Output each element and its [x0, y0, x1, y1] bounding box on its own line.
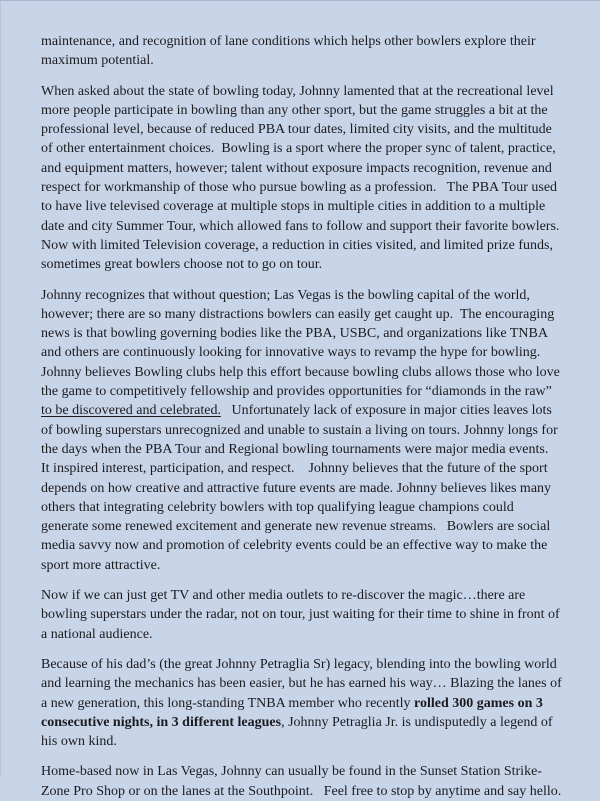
paragraph-6 — [41, 762, 563, 801]
underlined-phrase: to be discovered and celebrated. — [41, 403, 221, 419]
bold-phrase: rolled 300 games on 3 consecutive nights, in 3 different leagues — [41, 695, 547, 730]
text-run: Because of his dad’s (the great Johnny Petraglia Sr) legacy, blending into the bowling world and learning the mechanics has been easier, but he has earned his way… Blazing the lanes of a new generation, this long-standing TNBA member who recently — [41, 656, 566, 711]
paragraph-2 — [41, 82, 570, 275]
paragraph-1 — [41, 32, 563, 71]
document-page — [1, 1, 600, 799]
text-run: maintenance, and recognition of lane conditions which helps other bowlers explore their maximum potential. — [41, 34, 540, 69]
text-run: Johnny recognizes that without question; Las Vegas is the bowling capital of the world, however; there are so many distractions bowlers can easily get caught up. The encouraging news is that bowling governing bodies like the PBA, USBC, and organizations like TNBA and others are continuously looking for innovative ways to revamp the hype for bowling. Johnny believes Bowling clubs help this effort because bowling clubs allows those who love the game to competitively fellowship and provides opportunities for “diamonds in the raw” — [41, 287, 564, 400]
text-run: When asked about the state of bowling today, Johnny lamented that at the recreational level more people participate in bowling than any other sport, but the game struggles a bit at the professional level, because of reduced PBA tour dates, limited city visits, and the multitude of other entertainment choices. Bowling is a sport where the proper sync of talent, practice, and equipment matters, however; talent without exposure impacts recognition, revenue and respect for workmanship of those who pursue bowling as a profession. The PBA Tour used to have live televised coverage at multiple stops in multiple cities in addition to a multiple date and city Summer Tour, which allowed fans to follow and support their favorite bowlers. Now with limited Television coverage, a reduction in cities visited, and limited prize funds, sometimes great bowlers choose not to go on tour. — [41, 83, 570, 273]
text-run: Home-based now in Las Vegas, Johnny can usually be found in the Sunset Station Strike-Zone Pro Shop or on the lanes at the Southpoint. Feel free to stop by anytime and say hello. — [41, 764, 562, 799]
paragraph-5 — [41, 655, 566, 751]
paragraph-4 — [41, 586, 563, 644]
text-run: Unfortunately lack of exposure in major cities leaves lots of bowling superstars unrecognized and unable to sustain a living on tours. Johnny longs for the days when the PBA Tour and Regional bowling tournaments were major media events. It inspired interest, participation, and respect. Johnny believes that the future of the sport depends on how creative and attractive future events are made. Johnny believes likes many others that integrating celebrity bowlers with top qualifying league champions could generate some renewed excitement and generate new revenue streams. Bowlers are social media savvy now and promotion of celebrity events could be an effective way to make the sport more attractive. — [41, 403, 562, 573]
paragraph-3 — [41, 286, 563, 575]
text-run: , Johnny Petraglia Jr. is undisputedly a legend of his own kind. — [41, 714, 556, 750]
text-run: Now if we can just get TV and other media outlets to re-discover the magic…there are bowling superstars under the radar, not on tour, just waiting for their time to shine in front of a national audience. — [41, 588, 564, 642]
